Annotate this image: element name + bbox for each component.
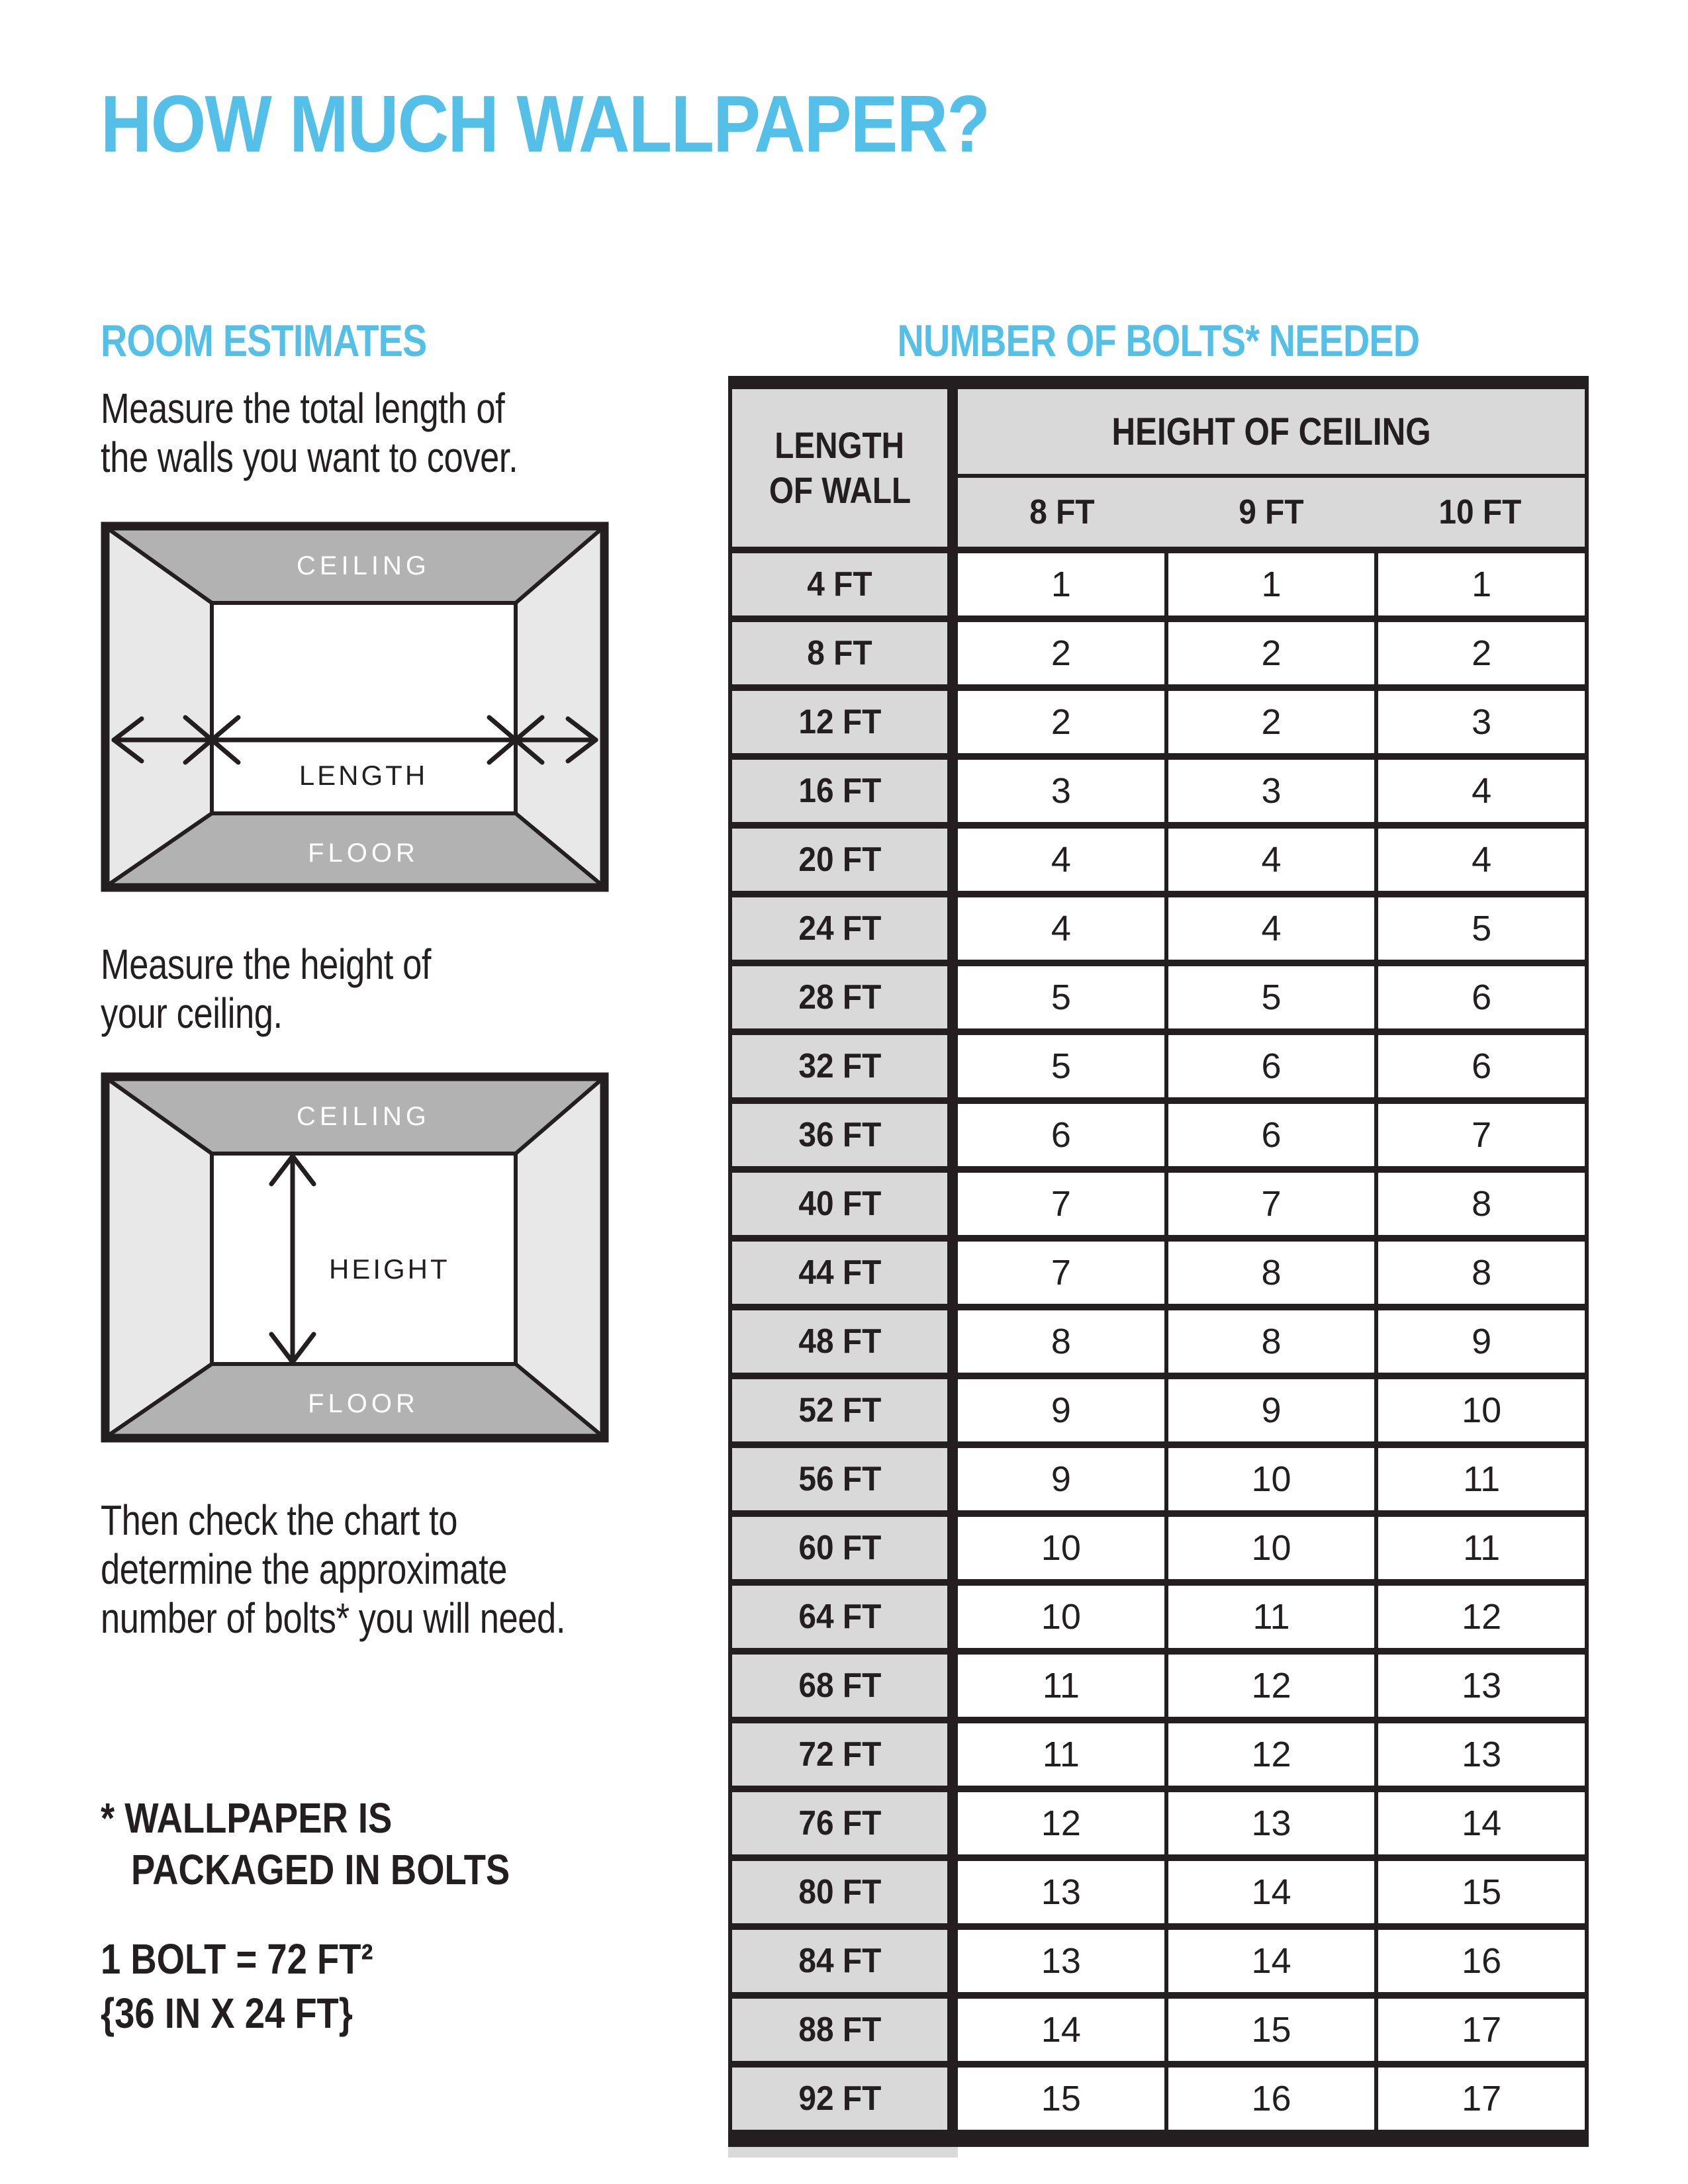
bolt-count-cell: 13	[1374, 1723, 1585, 1786]
row-label: 36 FT	[732, 1104, 958, 1166]
table-row	[732, 1861, 1585, 1930]
column-header-8ft: 8 FT	[1029, 493, 1096, 531]
row-label: 92 FT	[732, 2068, 958, 2130]
bolt-count-cell: 5	[1374, 897, 1585, 960]
room-height-diagram-icon	[101, 1072, 609, 1443]
table-row	[732, 1448, 1585, 1517]
room-estimates-heading: ROOM ESTIMATES	[101, 316, 427, 366]
bolt-count-cell: 4	[958, 829, 1164, 891]
bolt-count-cell: 11	[1374, 1517, 1585, 1579]
row-label: 88 FT	[732, 1999, 958, 2061]
row-label: 84 FT	[732, 1930, 958, 1992]
column-header-10ft: 10 FT	[1438, 493, 1522, 531]
bolt-count-cell: 16	[1164, 2068, 1375, 2130]
table-row	[732, 1586, 1585, 1655]
table-row	[732, 829, 1585, 897]
bolt-count-cell: 10	[958, 1517, 1164, 1579]
bolt-count-cell: 15	[1164, 1999, 1375, 2061]
bolt-count-cell: 2	[958, 622, 1164, 684]
bolt-count-cell: 17	[1374, 1999, 1585, 2061]
row-label: 20 FT	[732, 829, 958, 891]
bolt-count-cell: 10	[1374, 1379, 1585, 1441]
bolts-needed-heading: NUMBER OF BOLTS* NEEDED	[897, 316, 1420, 366]
bolt-count-cell: 4	[958, 897, 1164, 960]
bolt-count-cell: 12	[1164, 1723, 1375, 1786]
table-footer-tab	[728, 2147, 958, 2158]
table-top-rule	[728, 376, 1589, 389]
bolts-footnote: * WALLPAPER IS PACKAGED IN BOLTS	[101, 1794, 510, 1893]
row-label: 32 FT	[732, 1035, 958, 1097]
instruction-check-chart: Then check the chart to determine the approximate number of bolts* you will need.	[101, 1496, 565, 1642]
bolt-count-cell: 5	[1164, 966, 1375, 1028]
bolt-count-cell: 4	[1374, 829, 1585, 891]
table-row	[732, 1930, 1585, 1999]
bolt-count-cell: 10	[958, 1586, 1164, 1648]
table-row	[732, 1173, 1585, 1242]
bolt-count-cell: 14	[958, 1999, 1164, 2061]
table-row	[732, 1242, 1585, 1310]
instruction-measure-length: Measure the total length of the walls you want to cover.	[101, 385, 518, 481]
bolt-count-cell: 10	[1164, 1517, 1375, 1579]
bolt-count-cell: 10	[1164, 1448, 1375, 1510]
bolt-count-cell: 14	[1164, 1930, 1375, 1992]
table-row	[732, 1655, 1585, 1723]
ceiling-label: CEILING	[296, 551, 431, 580]
bolt-count-cell: 1	[1374, 553, 1585, 615]
row-label: 64 FT	[732, 1586, 958, 1648]
table-row	[732, 1517, 1585, 1586]
table-body	[732, 553, 1585, 2136]
bolt-count-cell: 8	[958, 1310, 1164, 1373]
bolt-count-cell: 5	[958, 1035, 1164, 1097]
bolt-count-cell: 7	[1164, 1173, 1375, 1235]
bolt-count-cell: 5	[958, 966, 1164, 1028]
bolt-count-cell: 7	[1374, 1104, 1585, 1166]
bolt-count-cell: 2	[958, 691, 1164, 753]
bolt-count-cell: 3	[1374, 691, 1585, 753]
table-row	[732, 1104, 1585, 1173]
bolt-count-cell: 12	[1164, 1655, 1375, 1717]
bolt-count-cell: 12	[1374, 1586, 1585, 1648]
bolt-count-cell: 6	[1374, 1035, 1585, 1097]
row-label: 80 FT	[732, 1861, 958, 1923]
bolt-count-cell: 11	[1164, 1586, 1375, 1648]
column-header-9ft: 9 FT	[1239, 493, 1304, 531]
table-row	[732, 1035, 1585, 1104]
floor-label: FLOOR	[308, 839, 419, 868]
row-label: 72 FT	[732, 1723, 958, 1786]
length-of-wall-header: LENGTH OF WALL	[732, 389, 958, 547]
bolt-count-cell: 15	[1374, 1861, 1585, 1923]
ceiling-height-columns	[958, 474, 1585, 547]
table-row	[732, 553, 1585, 622]
bolt-count-cell: 8	[1374, 1242, 1585, 1304]
table-row	[732, 1379, 1585, 1448]
room-length-diagram-icon	[101, 522, 609, 892]
bolt-count-cell: 6	[1164, 1104, 1375, 1166]
bolt-count-cell: 3	[958, 760, 1164, 822]
bolt-count-cell: 6	[958, 1104, 1164, 1166]
row-label: 28 FT	[732, 966, 958, 1028]
row-label: 76 FT	[732, 1792, 958, 1854]
floor-label: FLOOR	[308, 1389, 419, 1418]
bolt-count-cell: 7	[958, 1173, 1164, 1235]
table-row	[732, 691, 1585, 760]
row-label: 56 FT	[732, 1448, 958, 1510]
bolt-count-cell: 9	[1164, 1379, 1375, 1441]
bolt-count-cell: 2	[1374, 622, 1585, 684]
bolt-count-cell: 13	[958, 1861, 1164, 1923]
bolt-count-cell: 7	[958, 1242, 1164, 1304]
row-label: 12 FT	[732, 691, 958, 753]
room-length-diagram	[101, 522, 609, 892]
ceiling-height-header-group	[958, 389, 1585, 547]
bolts-table	[728, 376, 1589, 2158]
row-label: 60 FT	[732, 1517, 958, 1579]
bolt-count-cell: 11	[958, 1655, 1164, 1717]
instruction-measure-height: Measure the height of your ceiling.	[101, 940, 432, 1037]
length-label: LENGTH	[299, 760, 428, 791]
row-label: 48 FT	[732, 1310, 958, 1373]
table-row	[732, 2068, 1585, 2136]
table-row	[732, 966, 1585, 1035]
table-row	[732, 1792, 1585, 1861]
bolt-count-cell: 4	[1164, 897, 1375, 960]
row-label: 52 FT	[732, 1379, 958, 1441]
bolt-count-cell: 6	[1374, 966, 1585, 1028]
bolt-count-cell: 4	[1164, 829, 1375, 891]
bolt-count-cell: 2	[1164, 622, 1375, 684]
table-bottom-rule	[728, 2136, 1589, 2147]
bolt-count-cell: 9	[958, 1379, 1164, 1441]
height-of-ceiling-header: HEIGHT OF CEILING	[1111, 410, 1431, 453]
bolt-count-cell: 1	[958, 553, 1164, 615]
table-row	[732, 1723, 1585, 1792]
bolt-count-cell: 8	[1164, 1242, 1375, 1304]
bolt-count-cell: 12	[958, 1792, 1164, 1854]
table-row	[732, 897, 1585, 966]
bolt-count-cell: 13	[1164, 1792, 1375, 1854]
row-label: 44 FT	[732, 1242, 958, 1304]
row-label: 24 FT	[732, 897, 958, 960]
bolt-count-cell: 2	[1164, 691, 1375, 753]
bolt-count-cell: 14	[1374, 1792, 1585, 1854]
row-label: 68 FT	[732, 1655, 958, 1717]
row-label: 40 FT	[732, 1173, 958, 1235]
bolt-count-cell: 14	[1164, 1861, 1375, 1923]
height-label: HEIGHT	[329, 1253, 450, 1285]
bolt-count-cell: 4	[1374, 760, 1585, 822]
table-row	[732, 1999, 1585, 2068]
bolt-count-cell: 9	[958, 1448, 1164, 1510]
bolt-count-cell: 1	[1164, 553, 1375, 615]
ceiling-label: CEILING	[296, 1102, 431, 1131]
bolt-count-cell: 17	[1374, 2068, 1585, 2130]
bolt-count-cell: 9	[1374, 1310, 1585, 1373]
table-row	[732, 760, 1585, 829]
row-label: 8 FT	[732, 622, 958, 684]
table-row	[732, 1310, 1585, 1379]
bolt-count-cell: 6	[1164, 1035, 1375, 1097]
bolt-count-cell: 16	[1374, 1930, 1585, 1992]
bolt-count-cell: 8	[1164, 1310, 1375, 1373]
table-frame	[728, 389, 1589, 2136]
bolt-count-cell: 8	[1374, 1173, 1585, 1235]
row-label: 16 FT	[732, 760, 958, 822]
bolt-count-cell: 15	[958, 2068, 1164, 2130]
bolt-count-cell: 13	[1374, 1655, 1585, 1717]
bolt-count-cell: 11	[958, 1723, 1164, 1786]
table-row	[732, 622, 1585, 691]
bolt-count-cell: 3	[1164, 760, 1375, 822]
bolt-count-cell: 11	[1374, 1448, 1585, 1510]
bolt-count-cell: 13	[958, 1930, 1164, 1992]
bolt-size-note: 1 BOLT = 72 FT² {36 IN X 24 FT}	[101, 1935, 373, 2037]
room-height-diagram	[101, 1072, 609, 1443]
table-header	[732, 389, 1585, 553]
page-title: HOW MUCH WALLPAPER?	[101, 79, 990, 169]
row-label: 4 FT	[732, 553, 958, 615]
